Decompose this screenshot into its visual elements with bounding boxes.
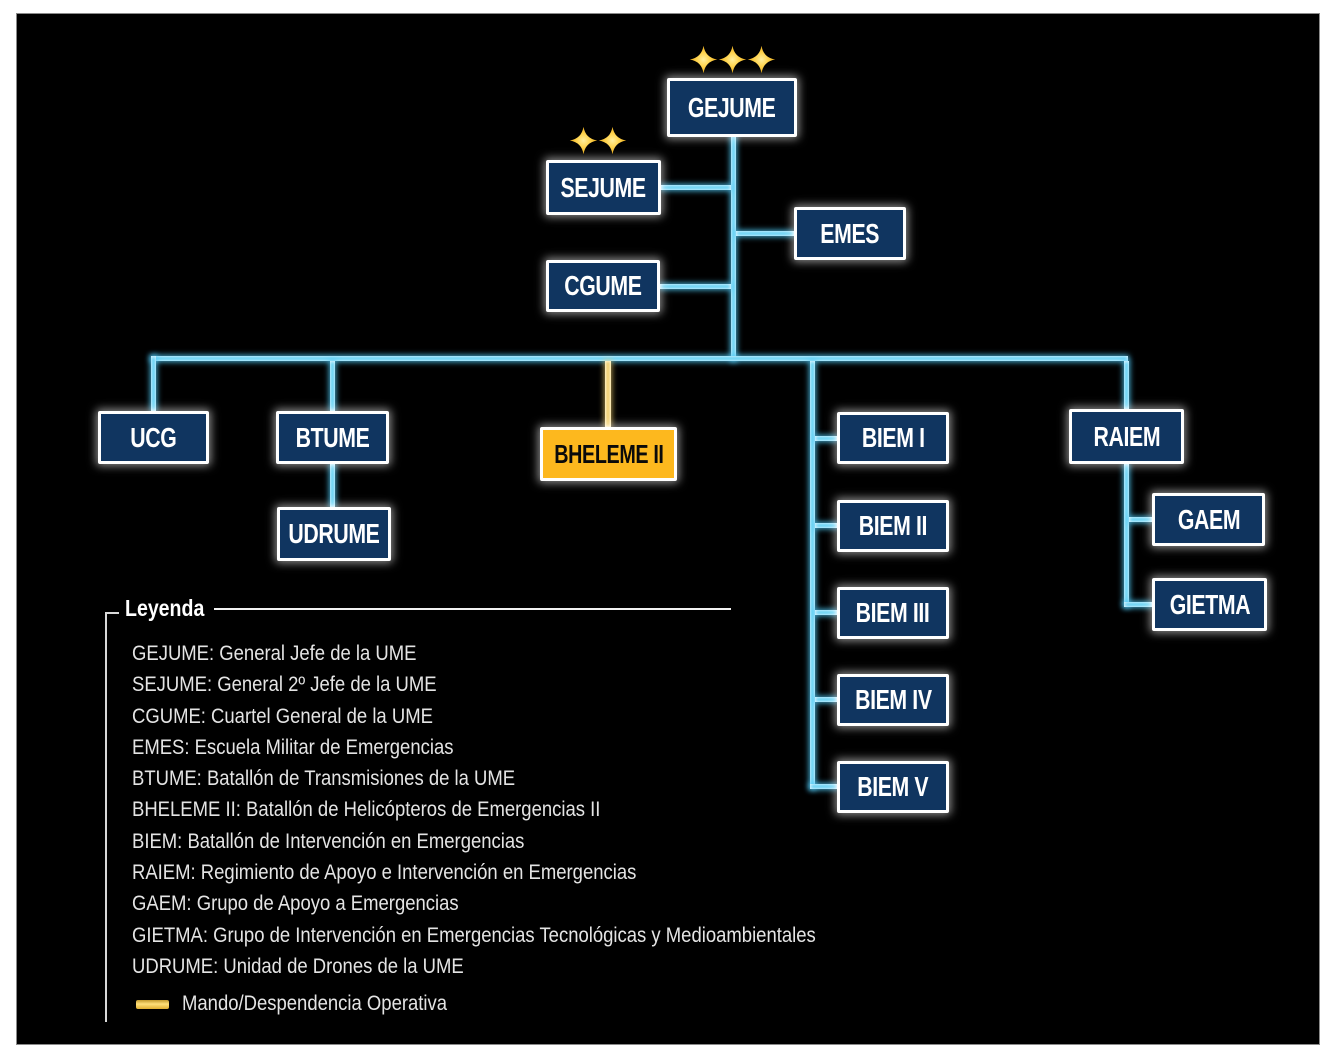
org-node-label: BIEM III — [856, 597, 930, 628]
legend-operational-label: Mando/Despendencia Operativa — [182, 992, 448, 1015]
org-node-gietma — [1152, 578, 1267, 631]
connector-gejume-trunk — [731, 134, 736, 361]
connector-emes-stub — [736, 231, 794, 236]
connector-biem4-stub — [815, 697, 837, 702]
org-node-label: SEJUME — [560, 171, 647, 203]
org-node-biem-v — [837, 761, 949, 813]
star-icon — [718, 45, 747, 74]
org-node-biem-iii — [837, 587, 949, 639]
connector-main-bus — [151, 356, 1128, 361]
connector-biem3-stub — [815, 610, 837, 615]
star-icon — [598, 126, 627, 155]
connector-biem2-stub — [815, 523, 837, 528]
connector-cgume-stub — [660, 284, 731, 289]
connector-btume-drop — [330, 361, 335, 411]
org-node-gejume — [667, 78, 797, 137]
org-node-raiem — [1069, 409, 1184, 464]
legend-bracket-tick — [105, 612, 119, 614]
legend-item: SEJUME: General 2º Jefe de la UME — [132, 673, 437, 697]
legend-item: UDRUME: Unidad de Drones de la UME — [132, 954, 464, 978]
legend-item: GIETMA: Grupo de Intervención en Emergencias Tecnológicas y Medioambientales — [132, 923, 816, 947]
connector-btume-udrume — [330, 464, 335, 507]
connector-bheleme-operational-drop — [605, 361, 611, 427]
rank-stars-gejume — [689, 45, 776, 74]
legend-item: BHELEME II: Batallón de Helicópteros de Emergencias II — [132, 798, 601, 822]
star-icon — [689, 45, 718, 74]
legend-items — [132, 638, 909, 982]
org-node-label: BIEM V — [857, 771, 929, 802]
org-node-sejume — [546, 160, 661, 215]
org-node-label: BTUME — [295, 421, 370, 453]
legend-item: BTUME: Batallón de Transmisiones de la UME — [132, 767, 516, 791]
org-node-udrume — [277, 507, 391, 561]
org-node-label: RAIEM — [1093, 420, 1160, 452]
org-node-btume — [276, 411, 389, 464]
legend-item: RAIEM: Regimiento de Apoyo e Intervención en Emergencias — [132, 861, 637, 885]
org-node-label: EMES — [820, 217, 880, 249]
org-node-label: GAEM — [1177, 503, 1240, 535]
rank-stars-sejume — [569, 126, 627, 155]
org-node-label: CGUME — [564, 270, 642, 301]
org-node-bheleme-ii — [540, 427, 677, 481]
org-node-label: GEJUME — [688, 91, 776, 123]
org-node-label: BIEM I — [861, 422, 925, 453]
star-icon — [569, 126, 598, 155]
legend-operational-row — [136, 992, 483, 1016]
legend-item: CGUME: Cuartel General de la UME — [132, 704, 433, 728]
org-node-label: GIETMA — [1169, 588, 1250, 620]
operational-line-swatch-icon — [136, 1000, 169, 1009]
legend-title: Leyenda — [125, 595, 205, 621]
connector-biem-trunk — [810, 361, 815, 789]
connector-gaem-stub — [1129, 517, 1152, 522]
legend-item: BIEM: Batallón de Intervención en Emergencias — [132, 829, 525, 853]
org-node-ucg — [98, 411, 209, 464]
org-node-biem-iv — [837, 674, 949, 726]
connector-biem1-stub — [815, 436, 837, 441]
legend-title-rule — [214, 608, 731, 610]
org-node-label: BHELEME II — [553, 438, 664, 469]
org-node-label: BIEM II — [858, 510, 928, 541]
legend-item: GEJUME: General Jefe de la UME — [132, 642, 417, 665]
org-node-label: BIEM IV — [854, 684, 932, 715]
org-node-emes — [794, 207, 906, 260]
connector-gietma-stub — [1124, 602, 1152, 607]
org-chart-canvas — [16, 13, 1320, 1045]
org-node-label: UCG — [130, 421, 177, 453]
connector-raiem-trunk — [1124, 464, 1129, 607]
legend-item: GAEM: Grupo de Apoyo a Emergencias — [132, 892, 459, 916]
connector-ucg-drop — [151, 356, 156, 411]
org-node-biem-ii — [837, 500, 949, 552]
org-node-cgume — [546, 260, 660, 312]
connector-sejume-stub — [661, 185, 731, 190]
org-node-label: UDRUME — [288, 518, 380, 549]
org-node-biem-i — [837, 412, 949, 464]
org-node-gaem — [1152, 493, 1265, 546]
connector-biem5-stub — [810, 784, 837, 789]
legend-bracket-line — [105, 613, 107, 1022]
legend-item: EMES: Escuela Militar de Emergencias — [132, 735, 454, 759]
connector-raiem-drop — [1124, 361, 1129, 409]
star-icon — [747, 45, 776, 74]
